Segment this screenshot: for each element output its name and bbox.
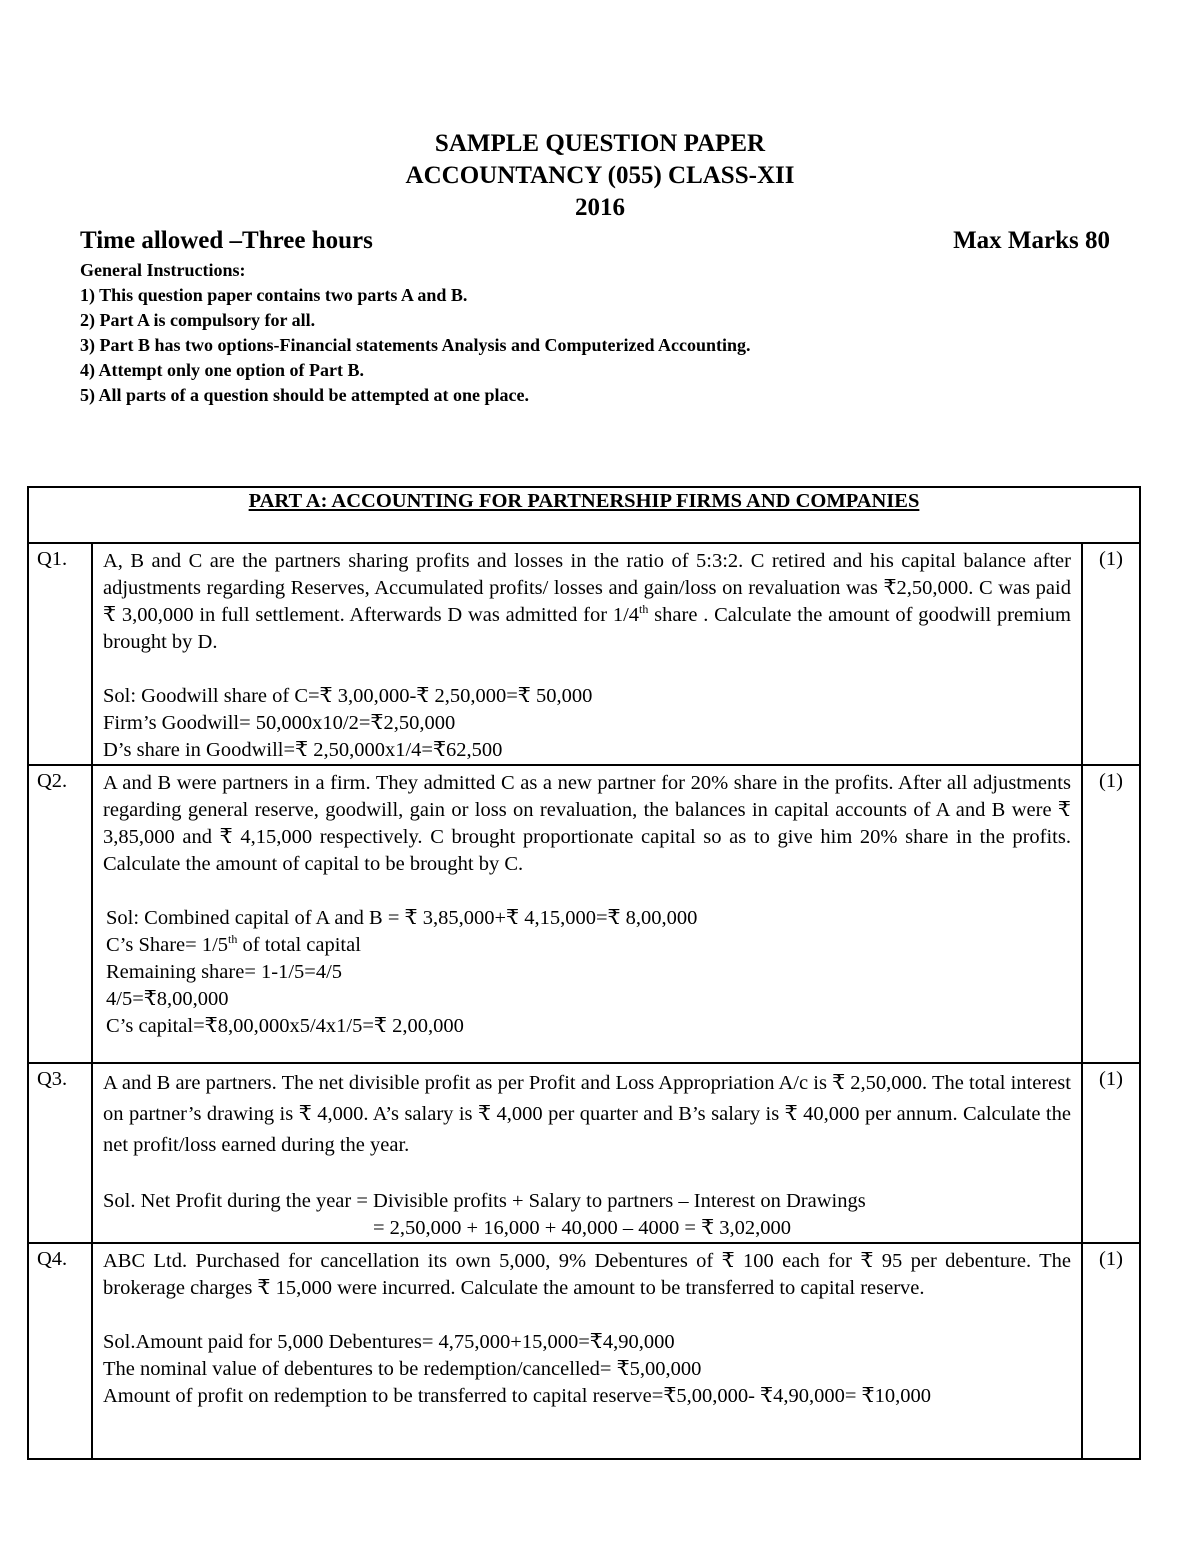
question-number: Q2. bbox=[28, 765, 92, 1063]
instruction-item: 4) Attempt only one option of Part B. bbox=[80, 360, 364, 380]
solution-line: The nominal value of debentures to be redemption/cancelled= ₹5,00,000 bbox=[103, 1358, 702, 1380]
question-body bbox=[92, 543, 1082, 765]
solution-line: C’s capital=₹8,00,000x5/4x1/5=₹ 2,00,000 bbox=[106, 1015, 464, 1037]
solution-text: C’s Share= 1/5 bbox=[106, 934, 229, 956]
question-table bbox=[27, 486, 1141, 1460]
general-instructions bbox=[80, 258, 1130, 408]
paper-title: SAMPLE QUESTION PAPER bbox=[434, 130, 766, 157]
meta-row bbox=[80, 226, 1110, 256]
solution-text: of total capital bbox=[237, 934, 361, 956]
question-number: Q1. bbox=[28, 543, 92, 765]
paper-year: 2016 bbox=[575, 194, 625, 221]
solution-line bbox=[106, 932, 1071, 959]
solution bbox=[103, 905, 1071, 1040]
solution bbox=[103, 1329, 1071, 1410]
question-row bbox=[28, 765, 1140, 1063]
question-row bbox=[28, 543, 1140, 765]
max-marks: Max Marks 80 bbox=[953, 227, 1110, 254]
instruction-item: 2) Part A is compulsory for all. bbox=[80, 310, 316, 330]
question-row bbox=[28, 1243, 1140, 1459]
solution-line: Amount of profit on redemption to be transferred to capital reserve=₹5,00,000- ₹4,90,000= ₹10,000 bbox=[103, 1385, 931, 1407]
superscript: th bbox=[639, 602, 649, 617]
question-marks: (1) bbox=[1082, 765, 1140, 1063]
instruction-item: 3) Part B has two options-Financial statements Analysis and Computerized Accounting. bbox=[80, 335, 751, 355]
question-marks: (1) bbox=[1082, 1243, 1140, 1459]
instruction-item: 1) This question paper contains two parts A and B. bbox=[80, 285, 468, 305]
solution-line: Sol.Amount paid for 5,000 Debentures= 4,75,000+15,000=₹4,90,000 bbox=[103, 1331, 675, 1353]
solution bbox=[103, 1188, 1071, 1242]
question-number: Q3. bbox=[28, 1063, 92, 1243]
question-body bbox=[92, 1063, 1082, 1243]
question-marks: (1) bbox=[1082, 543, 1140, 765]
question-text: ABC Ltd. Purchased for cancellation its own 5,000, 9% Debentures of ₹ 100 each for ₹ 95 per debenture. The brokerage charges ₹ 15,000 were incurred. Calculate the amount to be transferred to capital reserve. bbox=[103, 1250, 1071, 1299]
time-allowed: Time allowed –Three hours bbox=[80, 227, 373, 254]
solution-line: = 2,50,000 + 16,000 + 40,000 – 4000 = ₹ 3,02,000 bbox=[373, 1217, 792, 1239]
question-text: A and B are partners. The net divisible profit as per Profit and Loss Appropriation A/c is ₹ 2,50,000. The total interest on partner’s drawing is ₹ 4,000. A’s salary is ₹ 4,000 per quarter and B’s salary is ₹ 40,000 per annum. Calculate the net profit/loss earned during the year. bbox=[103, 1072, 1071, 1156]
question-number: Q4. bbox=[28, 1243, 92, 1459]
solution bbox=[103, 683, 1071, 764]
paper-subject: ACCOUNTANCY (055) CLASS-XII bbox=[405, 162, 795, 189]
superscript: th bbox=[228, 932, 238, 947]
instruction-item: 5) All parts of a question should be attempted at one place. bbox=[80, 385, 530, 405]
paper-header bbox=[0, 128, 1200, 224]
question-text-part: share . Calculate the amount of goodwill premium brought by D. bbox=[103, 604, 1071, 653]
solution-line: 4/5=₹8,00,000 bbox=[106, 988, 229, 1010]
question-text-part: A, B and C are the partners sharing profits and losses in the ratio of 5:3:2. C retired and his capital balance after adjustments regarding Reserves, Accumulated profits/ losses and gain/loss on revaluation was ₹2,50,000. C was paid ₹ 3,00,000 in full settlement. Afterwards D was admitted for 1/4 bbox=[103, 550, 1071, 626]
question-body bbox=[92, 765, 1082, 1063]
solution-line: Sol. Net Profit during the year = Divisible profits + Salary to partners – Interest on Drawings bbox=[103, 1190, 866, 1212]
question-row bbox=[28, 1063, 1140, 1243]
solution-line: Remaining share= 1-1/5=4/5 bbox=[106, 961, 343, 983]
solution-line: Sol: Combined capital of A and B = ₹ 3,85,000+₹ 4,15,000=₹ 8,00,000 bbox=[106, 907, 698, 929]
question-marks: (1) bbox=[1082, 1063, 1140, 1243]
question-text bbox=[103, 548, 1071, 656]
solution-line: Firm’s Goodwill= 50,000x10/2=₹2,50,000 bbox=[103, 712, 456, 734]
solution-line: Sol: Goodwill share of C=₹ 3,00,000-₹ 2,50,000=₹ 50,000 bbox=[103, 685, 593, 707]
question-text: A and B were partners in a firm. They admitted C as a new partner for 20% share in the profits. After all adjustments regarding general reserve, goodwill, gain or loss on revaluation, the balances in capital accounts of A and B were ₹ 3,85,000 and ₹ 4,15,000 respectively. C brought proportionate capital so as to give him 20% share in the profits. Calculate the amount of capital to be brought by C. bbox=[103, 772, 1071, 875]
instructions-heading: General Instructions: bbox=[80, 260, 246, 280]
part-a-title: PART A: ACCOUNTING FOR PARTNERSHIP FIRMS AND COMPANIES bbox=[28, 487, 1140, 543]
question-body bbox=[92, 1243, 1082, 1459]
solution-line: D’s share in Goodwill=₹ 2,50,000x1/4=₹62,500 bbox=[103, 739, 503, 761]
